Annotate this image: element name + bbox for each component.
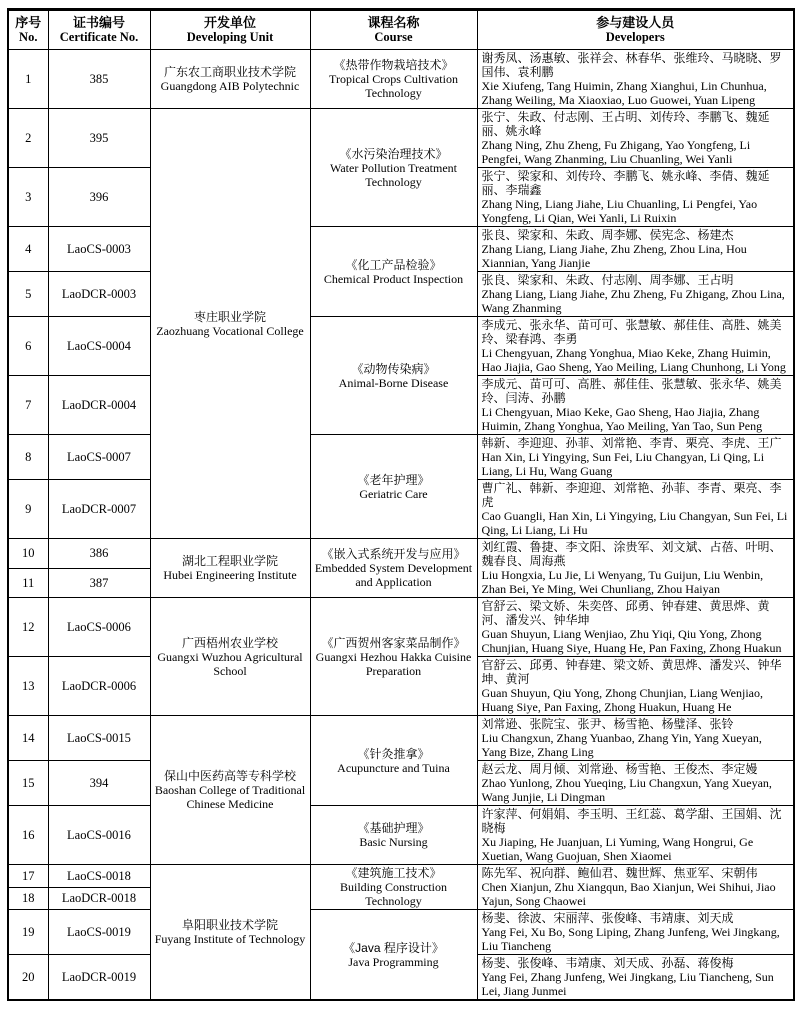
developing-unit-en: Guangxi Wuzhou Agricultural School [157, 649, 303, 678]
cell-certificate-number [48, 716, 150, 761]
cell-certificate-number [48, 168, 150, 227]
course-title-zh: 《动物传染病》 [351, 361, 436, 376]
developers-zh: 许家萍、何娟娟、李玉明、王红蕊、葛学甜、王国娟、沈晓梅 [481, 807, 782, 835]
cell-developers [477, 272, 794, 317]
cell-course [310, 865, 477, 910]
certificate-number: LaoCS-0004 [67, 339, 131, 353]
cell-row-number [8, 598, 48, 657]
row-number: 4 [25, 242, 32, 256]
row-number: 9 [25, 502, 32, 516]
row-number: 19 [22, 925, 35, 939]
table-row [8, 227, 794, 272]
cell-developers [477, 317, 794, 376]
header-certificate-no-en: Certificate No. [59, 30, 139, 44]
developers-en: Liu Hongxia, Lu Jie, Li Wenyang, Tu Guijun, Liu Wenbin, Zhan Bei, Ye Ming, Wei Chunliang, Zhou Haiyan [481, 568, 764, 596]
cell-developers [477, 168, 794, 227]
cell-row-number [8, 865, 48, 888]
developers-en: Cao Guangli, Han Xin, Li Yingying, Liu Changyan, Sun Fei, Li Qing, Li Liang, Li Hu [481, 509, 788, 537]
course-title-zh: 《广西贺州客家菜品制作》 [321, 635, 466, 650]
cell-developers [477, 657, 794, 716]
developers-en: Liu Changxun, Zhang Yuanbao, Zhang Yin, Yang Xueyan, Yang Bize, Zhang Ling [481, 731, 762, 759]
developing-unit-en: Fuyang Institute of Technology [154, 932, 306, 946]
developing-unit-zh: 广东农工商职业技术学院 [163, 65, 296, 79]
cell-certificate-number [48, 910, 150, 955]
developers-zh: 张良、梁家和、朱政、周李娜、侯宪念、杨建杰 [481, 228, 734, 242]
certificate-number: LaoDCR-0019 [61, 970, 137, 984]
cell-course [310, 716, 477, 806]
row-number: 8 [25, 450, 32, 464]
table-row [8, 598, 794, 657]
developers-en: Xie Xiufeng, Tang Huimin, Zhang Xianghui, Lin Chunhua, Zhang Weiling, Ma Xiaoxiao, Luo Guowei, Yuan Lipeng [481, 79, 767, 107]
cell-developers [477, 955, 794, 1001]
developers-zh: 官舒云、邱勇、钟春建、梁文娇、黄思烨、潘发兴、钟华坤、黄河 [481, 658, 782, 686]
row-number: 3 [25, 190, 32, 204]
course-title-zh: 《针灸推拿》 [357, 746, 430, 761]
row-number: 20 [22, 970, 35, 984]
certificate-number: LaoCS-0016 [67, 828, 131, 842]
row-number: 13 [22, 679, 35, 693]
cell-developing-unit [150, 865, 310, 1001]
table-row [8, 539, 794, 569]
cell-developing-unit [150, 109, 310, 539]
cell-row-number [8, 539, 48, 569]
certificate-number: LaoCS-0015 [67, 731, 131, 745]
cell-row-number [8, 761, 48, 806]
cell-certificate-number [48, 865, 150, 888]
cell-row-number [8, 657, 48, 716]
cell-certificate-number [48, 317, 150, 376]
cell-developers [477, 910, 794, 955]
certificate-number: LaoCS-0003 [67, 242, 131, 256]
cell-developing-unit [150, 539, 310, 598]
certificate-number: 396 [89, 190, 109, 204]
developers-en: Guan Shuyun, Qiu Yong, Zhong Chunjian, Liang Wenjiao, Huang Siye, Pan Faxing, Zhong Huakun, Huang He [481, 686, 763, 714]
certificate-number: 395 [89, 131, 109, 145]
certificate-number: LaoDCR-0007 [61, 502, 137, 516]
course-title-en: Geriatric Care [359, 486, 428, 501]
developing-unit-en: Zaozhuang Vocational College [156, 323, 304, 338]
cell-developers [477, 376, 794, 435]
certificate-number: 394 [89, 776, 109, 790]
header-certificate-no [48, 10, 150, 50]
cell-developers [477, 227, 794, 272]
developing-unit-en: Guangdong AIB Polytechnic [160, 79, 300, 93]
cell-row-number [8, 887, 48, 910]
cell-row-number [8, 435, 48, 480]
cell-course [310, 50, 477, 109]
developers-en: Zhang Ning, Zhu Zheng, Fu Zhigang, Yao Yongfeng, Li Pengfei, Wang Zhanming, Liu Chuanling, Wei Yanli [481, 138, 751, 166]
course-title-en: Tropical Crops Cultivation Technology [329, 72, 458, 100]
developers-zh: 曹广礼、韩新、李迎迎、刘常艳、孙菲、李青、栗亮、李虎 [481, 481, 782, 509]
developers-zh: 赵云龙、周月倾、刘常逊、杨雪艳、王俊杰、李定嫚 [481, 762, 758, 776]
cell-certificate-number [48, 227, 150, 272]
header-developers-zh: 参与建设人员 [596, 15, 675, 30]
developing-unit-zh: 枣庄职业学院 [193, 309, 266, 324]
row-number: 17 [22, 868, 35, 883]
table-row [8, 806, 794, 865]
row-number: 1 [25, 72, 32, 86]
course-title-en: Animal-Borne Disease [338, 375, 449, 390]
cell-course [310, 317, 477, 435]
cell-developers [477, 761, 794, 806]
cell-developing-unit [150, 716, 310, 865]
cell-course [310, 109, 477, 227]
cell-course [310, 910, 477, 1001]
certificate-number: LaoCS-0018 [67, 868, 131, 883]
cell-row-number [8, 227, 48, 272]
cell-row-number [8, 910, 48, 955]
developers-en: Zhang Ning, Liang Jiahe, Liu Chuanling, Li Pengfei, Yao Yongfeng, Li Qian, Wei Yanli, Li Ruixin [481, 197, 758, 225]
developers-zh: 刘红霞、鲁捷、李文阳、涂贵军、刘文斌、占蓓、叶明、魏春良、周海燕 [481, 540, 782, 568]
cell-certificate-number [48, 657, 150, 716]
header-row [8, 10, 794, 50]
course-title-zh: 《水污染治理技术》 [339, 146, 448, 161]
row-number: 2 [25, 131, 32, 145]
table-row [8, 109, 794, 168]
cell-certificate-number [48, 435, 150, 480]
row-number: 10 [22, 546, 35, 561]
certificate-number: LaoDCR-0004 [61, 398, 137, 412]
developing-unit-en: Baoshan College of Traditional Chinese Medicine [154, 783, 306, 811]
row-number: 7 [25, 398, 32, 412]
row-number: 18 [22, 891, 35, 906]
row-number: 11 [22, 575, 35, 590]
developers-en: Han Xin, Li Yingying, Sun Fei, Liu Changyan, Li Qing, Li Liang, Li Hu, Wang Guang [481, 450, 765, 478]
cell-developers [477, 865, 794, 910]
header-no [8, 10, 48, 50]
cell-developers [477, 716, 794, 761]
header-course-en: Course [374, 30, 413, 44]
developers-en: Yang Fei, Xu Bo, Song Liping, Zhang Junfeng, Wei Jingkang, Liu Tiancheng [481, 925, 780, 953]
header-course-zh: 课程名称 [367, 15, 420, 30]
developing-unit-zh: 广西梧州农业学校 [181, 635, 278, 650]
cell-row-number [8, 168, 48, 227]
cell-row-number [8, 568, 48, 598]
header-no-zh: 序号 [15, 15, 42, 30]
course-title-zh: 《Java 程序设计》 [343, 940, 444, 955]
developers-zh: 陈先军、祝向群、鲍仙君、魏世辉、焦亚军、宋朝伟 [481, 866, 758, 880]
cell-developers [477, 598, 794, 657]
course-title-en: Embedded System Development and Application [314, 561, 473, 589]
header-developers-en: Developers [605, 30, 665, 44]
certificate-number: LaoCS-0007 [67, 450, 131, 464]
cell-certificate-number [48, 887, 150, 910]
cell-certificate-number [48, 480, 150, 539]
developers-zh: 杨斐、张俊峰、韦靖康、刘天成、孙磊、蒋俊梅 [481, 956, 734, 970]
cell-certificate-number [48, 539, 150, 569]
certificate-number: 387 [89, 575, 109, 590]
developers-zh: 韩新、李迎迎、孙菲、刘常艳、李青、栗亮、李虎、王广 [481, 436, 782, 450]
course-title-zh: 《基础护理》 [357, 821, 430, 835]
cell-row-number [8, 50, 48, 109]
row-number: 16 [22, 828, 35, 842]
course-title-zh: 《老年护理》 [357, 472, 430, 487]
cell-certificate-number [48, 806, 150, 865]
header-course [310, 10, 477, 50]
cell-developers [477, 109, 794, 168]
developing-unit-zh: 保山中医药高等专科学校 [163, 769, 296, 783]
certificate-number: LaoDCR-0018 [61, 891, 137, 906]
cell-course [310, 435, 477, 539]
developing-unit-zh: 湖北工程职业学院 [181, 554, 278, 568]
table-row [8, 716, 794, 761]
course-title-en: Basic Nursing [359, 835, 428, 849]
developers-zh: 张宁、梁家和、刘传玲、李鹏飞、姚永峰、李倩、魏延丽、李瑞鑫 [481, 169, 770, 197]
course-title-zh: 《热带作物栽培技术》 [333, 58, 454, 72]
table-row [8, 317, 794, 376]
developers-zh: 谢秀凤、汤惠敏、张祥会、林春华、张维玲、马晓晓、罗国伟、袁利鹏 [481, 51, 782, 79]
cell-course [310, 539, 477, 598]
course-title-en: Water Pollution Treatment Technology [329, 160, 458, 189]
developers-en: Chen Xianjun, Zhu Xiangqun, Bao Xianjun, Wei Shihui, Jiao Yajun, Song Chaowei [481, 880, 776, 908]
header-developing-unit [150, 10, 310, 50]
developers-zh: 李成元、张永华、苗可可、张慧敏、郝佳佳、高胜、姚美玲、梁春鸿、李勇 [481, 318, 782, 346]
developers-zh: 杨斐、徐波、宋丽萍、张俊峰、韦靖康、刘天成 [481, 911, 734, 925]
cell-row-number [8, 376, 48, 435]
header-developing-unit-en: Developing Unit [186, 30, 274, 44]
row-number: 15 [22, 776, 35, 790]
row-number: 6 [25, 339, 32, 353]
course-title-zh: 《建筑施工技术》 [345, 866, 442, 880]
cell-developers [477, 50, 794, 109]
cell-certificate-number [48, 568, 150, 598]
developers-zh: 张宁、朱政、付志刚、王占明、刘传玲、李鹏飞、魏延丽、姚永峰 [481, 110, 770, 138]
table-row [8, 865, 794, 888]
table-row [8, 435, 794, 480]
developers-en: Zhang Liang, Liang Jiahe, Zhu Zheng, Fu Zhigang, Zhou Lina, Wang Zhanming [481, 287, 785, 315]
certificate-number: LaoCS-0006 [67, 620, 131, 634]
cell-developers [477, 539, 794, 598]
cell-course [310, 806, 477, 865]
cell-row-number [8, 955, 48, 1001]
cell-developers [477, 480, 794, 539]
course-title-en: Java Programming [348, 954, 439, 969]
cell-certificate-number [48, 761, 150, 806]
cell-row-number [8, 317, 48, 376]
course-title-en: Building Construction Technology [339, 880, 447, 908]
cell-certificate-number [48, 272, 150, 317]
developers-en: Zhang Liang, Liang Jiahe, Zhu Zheng, Zhou Lina, Hou Xiannian, Yang Jianjie [481, 242, 747, 270]
course-title-en: Guangxi Hezhou Hakka Cuisine Preparation [315, 649, 472, 678]
header-developing-unit-zh: 开发单位 [203, 15, 256, 30]
developers-en: Li Chengyuan, Zhang Yonghua, Miao Keke, Zhang Huimin, Hao Jiajia, Gao Sheng, Yao Meiling, Liang Chunhong, Li Yong [481, 346, 786, 374]
course-title-en: Chemical Product Inspection [323, 271, 464, 286]
cell-certificate-number [48, 598, 150, 657]
table-row [8, 50, 794, 109]
developers-en: Yang Fei, Zhang Junfeng, Wei Jingkang, Liu Tiancheng, Sun Lei, Jiang Junmei [481, 970, 774, 998]
cell-developers [477, 806, 794, 865]
cell-certificate-number [48, 50, 150, 109]
row-number: 5 [25, 287, 32, 301]
developers-en: Li Chengyuan, Miao Keke, Gao Sheng, Hao Jiajia, Zhang Huimin, Zhang Yonghua, Yao Meiling, Yan Tao, Sun Peng [481, 405, 763, 433]
cell-certificate-number [48, 376, 150, 435]
developers-en: Zhao Yunlong, Zhou Yueqing, Liu Changxun, Yang Xueyan, Wang Junjie, Li Dingman [481, 776, 772, 804]
header-developers [477, 10, 794, 50]
row-number: 12 [22, 620, 35, 634]
certificate-number: 385 [89, 72, 109, 86]
developers-en: Guan Shuyun, Liang Wenjiao, Zhu Yiqi, Qiu Yong, Zhong Chunjian, Huang Siye, Huang He, Pan Faxing, Zhong Huakun [481, 627, 782, 655]
course-title-zh: 《化工产品检验》 [345, 257, 442, 272]
developing-unit-zh: 阜阳职业技术学院 [181, 918, 278, 932]
certificate-number: LaoDCR-0003 [61, 287, 137, 301]
developing-unit-en: Hubei Engineering Institute [163, 568, 297, 582]
cell-row-number [8, 806, 48, 865]
cell-developers [477, 435, 794, 480]
cell-row-number [8, 480, 48, 539]
developers-zh: 官舒云、梁文娇、朱奕啓、邱勇、钟春建、黄思烨、黄河、潘发兴、钟华坤 [481, 599, 770, 627]
table-row [8, 910, 794, 955]
developers-en: Xu Jiaping, He Juanjuan, Li Yuming, Wang Hongrui, Ge Xuetian, Wang Guojuan, Shen Xiaomei [481, 835, 754, 863]
cell-developing-unit [150, 50, 310, 109]
course-title-en: Acupuncture and Tuina [337, 760, 450, 775]
cell-certificate-number [48, 955, 150, 1001]
cell-row-number [8, 272, 48, 317]
certificate-table [7, 8, 795, 1001]
cell-developing-unit [150, 598, 310, 716]
cell-certificate-number [48, 109, 150, 168]
certificate-number: LaoCS-0019 [67, 925, 131, 939]
developers-zh: 张良、梁家和、朱政、付志刚、周李娜、王占明 [481, 273, 734, 287]
cell-row-number [8, 109, 48, 168]
developers-zh: 刘常逊、张院宝、张尹、杨雪艳、杨璧泽、张铃 [481, 717, 734, 731]
table-body [8, 50, 794, 1001]
developers-zh: 李成元、苗可可、高胜、郝佳佳、张慧敏、张永华、姚美玲、闫涛、孙鹏 [481, 377, 782, 405]
header-no-en: No. [19, 30, 38, 44]
cell-course [310, 227, 477, 317]
header-certificate-no-zh: 证书编号 [72, 15, 125, 30]
cell-course [310, 598, 477, 716]
certificate-number: LaoDCR-0006 [61, 679, 137, 693]
cell-row-number [8, 716, 48, 761]
course-title-zh: 《嵌入式系统开发与应用》 [321, 547, 466, 561]
row-number: 14 [22, 731, 35, 745]
certificate-number: 386 [89, 546, 109, 561]
